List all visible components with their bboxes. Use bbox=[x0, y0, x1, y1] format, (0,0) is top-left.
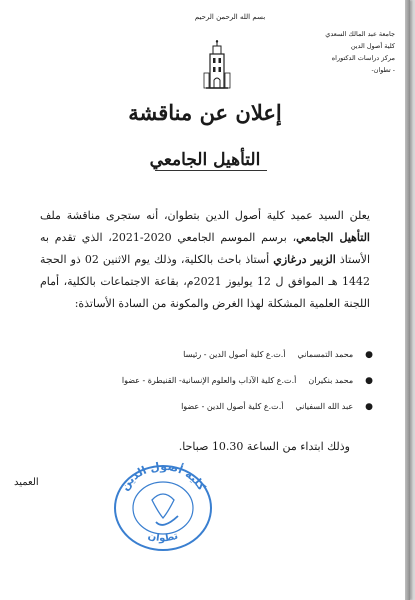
bullet-icon: ● bbox=[365, 402, 373, 412]
faculty-stamp-icon bbox=[108, 460, 218, 552]
institution-header bbox=[295, 28, 395, 76]
subtitle-underline bbox=[155, 170, 267, 171]
jury-member bbox=[120, 350, 373, 376]
bullet-icon: ● bbox=[365, 376, 373, 386]
bullet-icon: ● bbox=[365, 350, 373, 360]
institution-line-1: جامعة عبد المالك السعدي bbox=[325, 30, 395, 38]
jury-member-name: محمد التمسماني bbox=[297, 350, 354, 359]
svg-text:كلية أصول الدين bbox=[118, 460, 209, 493]
candidate-name: الزبير درغازي bbox=[273, 253, 336, 266]
closing-time-line: وذلك ابتداء من الساعة 10.30 صباحا. bbox=[178, 440, 350, 453]
institution-line-3: مركز دراسات الدكتوراه bbox=[331, 54, 395, 62]
jury-member bbox=[120, 376, 373, 402]
institution-line-4: - تطوان- bbox=[371, 66, 395, 74]
stamp-bottom-text: تطوان bbox=[146, 530, 180, 545]
svg-text:تطوان bbox=[147, 530, 180, 544]
institution-line-2: كلية أصول الدين bbox=[350, 42, 395, 50]
body-part-5: أستاذ باحث بالكلية، وذلك يوم الاثنين 02 ذو الحجة 1442 هـ الموافق ل 12 يوليوز 2021م، بقاعة الاجتماعات بالكلية، أمام اللجنة العلمية المشكلة لهذا الغرض والمكونة من السادة الأساتذة: bbox=[40, 253, 370, 310]
body-part-1: يعلن السيد عميد كلية أصول الدين بتطوان، أنه ستجرى مناقشة ملف bbox=[40, 209, 370, 222]
jury-member-role: أ.ت.ع كلية الآداب والعلوم الإنسانية- القنيطرة - عضوا bbox=[121, 376, 297, 385]
page-edge bbox=[405, 0, 410, 600]
jury-member-name: عبد الله السفياني bbox=[295, 402, 354, 411]
jury-member-role: أ.ت.ع كلية أصول الدين - عضوا bbox=[181, 402, 284, 411]
body-bold-title: التأهيل الجامعي bbox=[296, 231, 370, 244]
basmala: بسم الله الرحمن الرحيم bbox=[194, 13, 266, 21]
jury-member-name: محمد بنكيران bbox=[308, 376, 354, 385]
stamp-top-text: كلية أصول الدين bbox=[117, 460, 209, 493]
jury-list bbox=[120, 350, 373, 428]
jury-member-role: أ.ت.ع كلية أصول الدين - رئيسا bbox=[183, 350, 286, 359]
announcement-subtitle: التأهيل الجامعي bbox=[149, 150, 261, 170]
jury-member bbox=[120, 402, 373, 428]
dean-signature-label: العميد bbox=[14, 477, 39, 488]
minaret-logo-icon bbox=[201, 40, 233, 90]
announcement-body bbox=[40, 205, 370, 315]
announcement-title: إعلان عن مناقشة bbox=[128, 100, 282, 125]
body-part-3: ، برسم الموسم الجامعي 2020-2021، الذي تقدم به الأستاذ bbox=[40, 231, 370, 266]
